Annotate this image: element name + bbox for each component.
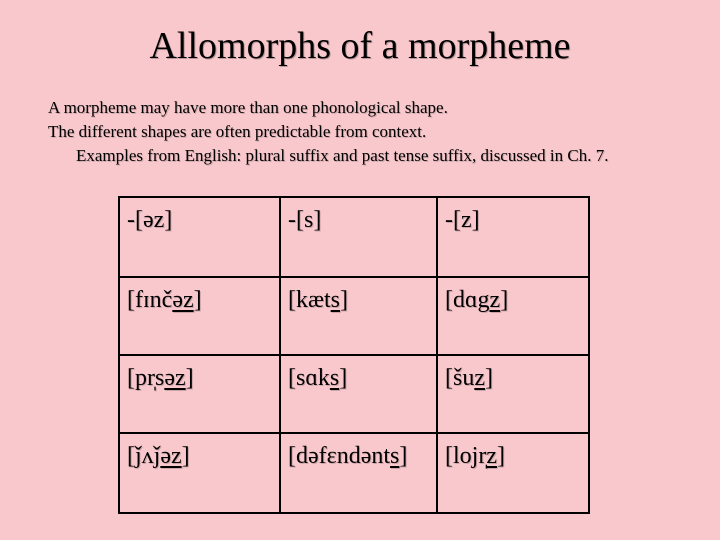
table-cell: -[s] bbox=[280, 197, 437, 277]
table-cell: [kæts] bbox=[280, 277, 437, 355]
intro-line-2: The different shapes are often predictable from context. bbox=[48, 122, 427, 141]
table-cell: [ǰʌǰəz] bbox=[119, 433, 280, 513]
table-cell: [pr̩səz] bbox=[119, 355, 280, 433]
table-cell: [sɑks] bbox=[280, 355, 437, 433]
intro-line-1: A morpheme may have more than one phonological shape. bbox=[48, 98, 448, 117]
table-cell: [dəfɛndənts] bbox=[280, 433, 437, 513]
intro-text bbox=[48, 96, 718, 168]
intro-line-3: Examples from English: plural suffix and past tense suffix, discussed in Ch. 7. bbox=[76, 146, 609, 165]
allomorph-table bbox=[118, 196, 590, 514]
table-row bbox=[119, 197, 589, 277]
table-row bbox=[119, 355, 589, 433]
table-cell: [dɑgz] bbox=[437, 277, 589, 355]
table-cell: [šuz] bbox=[437, 355, 589, 433]
table-cell: [fɪnčəz] bbox=[119, 277, 280, 355]
table-cell: -[əz] bbox=[119, 197, 280, 277]
table-cell: [lojr̩z] bbox=[437, 433, 589, 513]
table-row bbox=[119, 433, 589, 513]
table-cell: -[z] bbox=[437, 197, 589, 277]
table-row bbox=[119, 277, 589, 355]
slide-title: Allomorphs of a morpheme bbox=[149, 25, 571, 67]
